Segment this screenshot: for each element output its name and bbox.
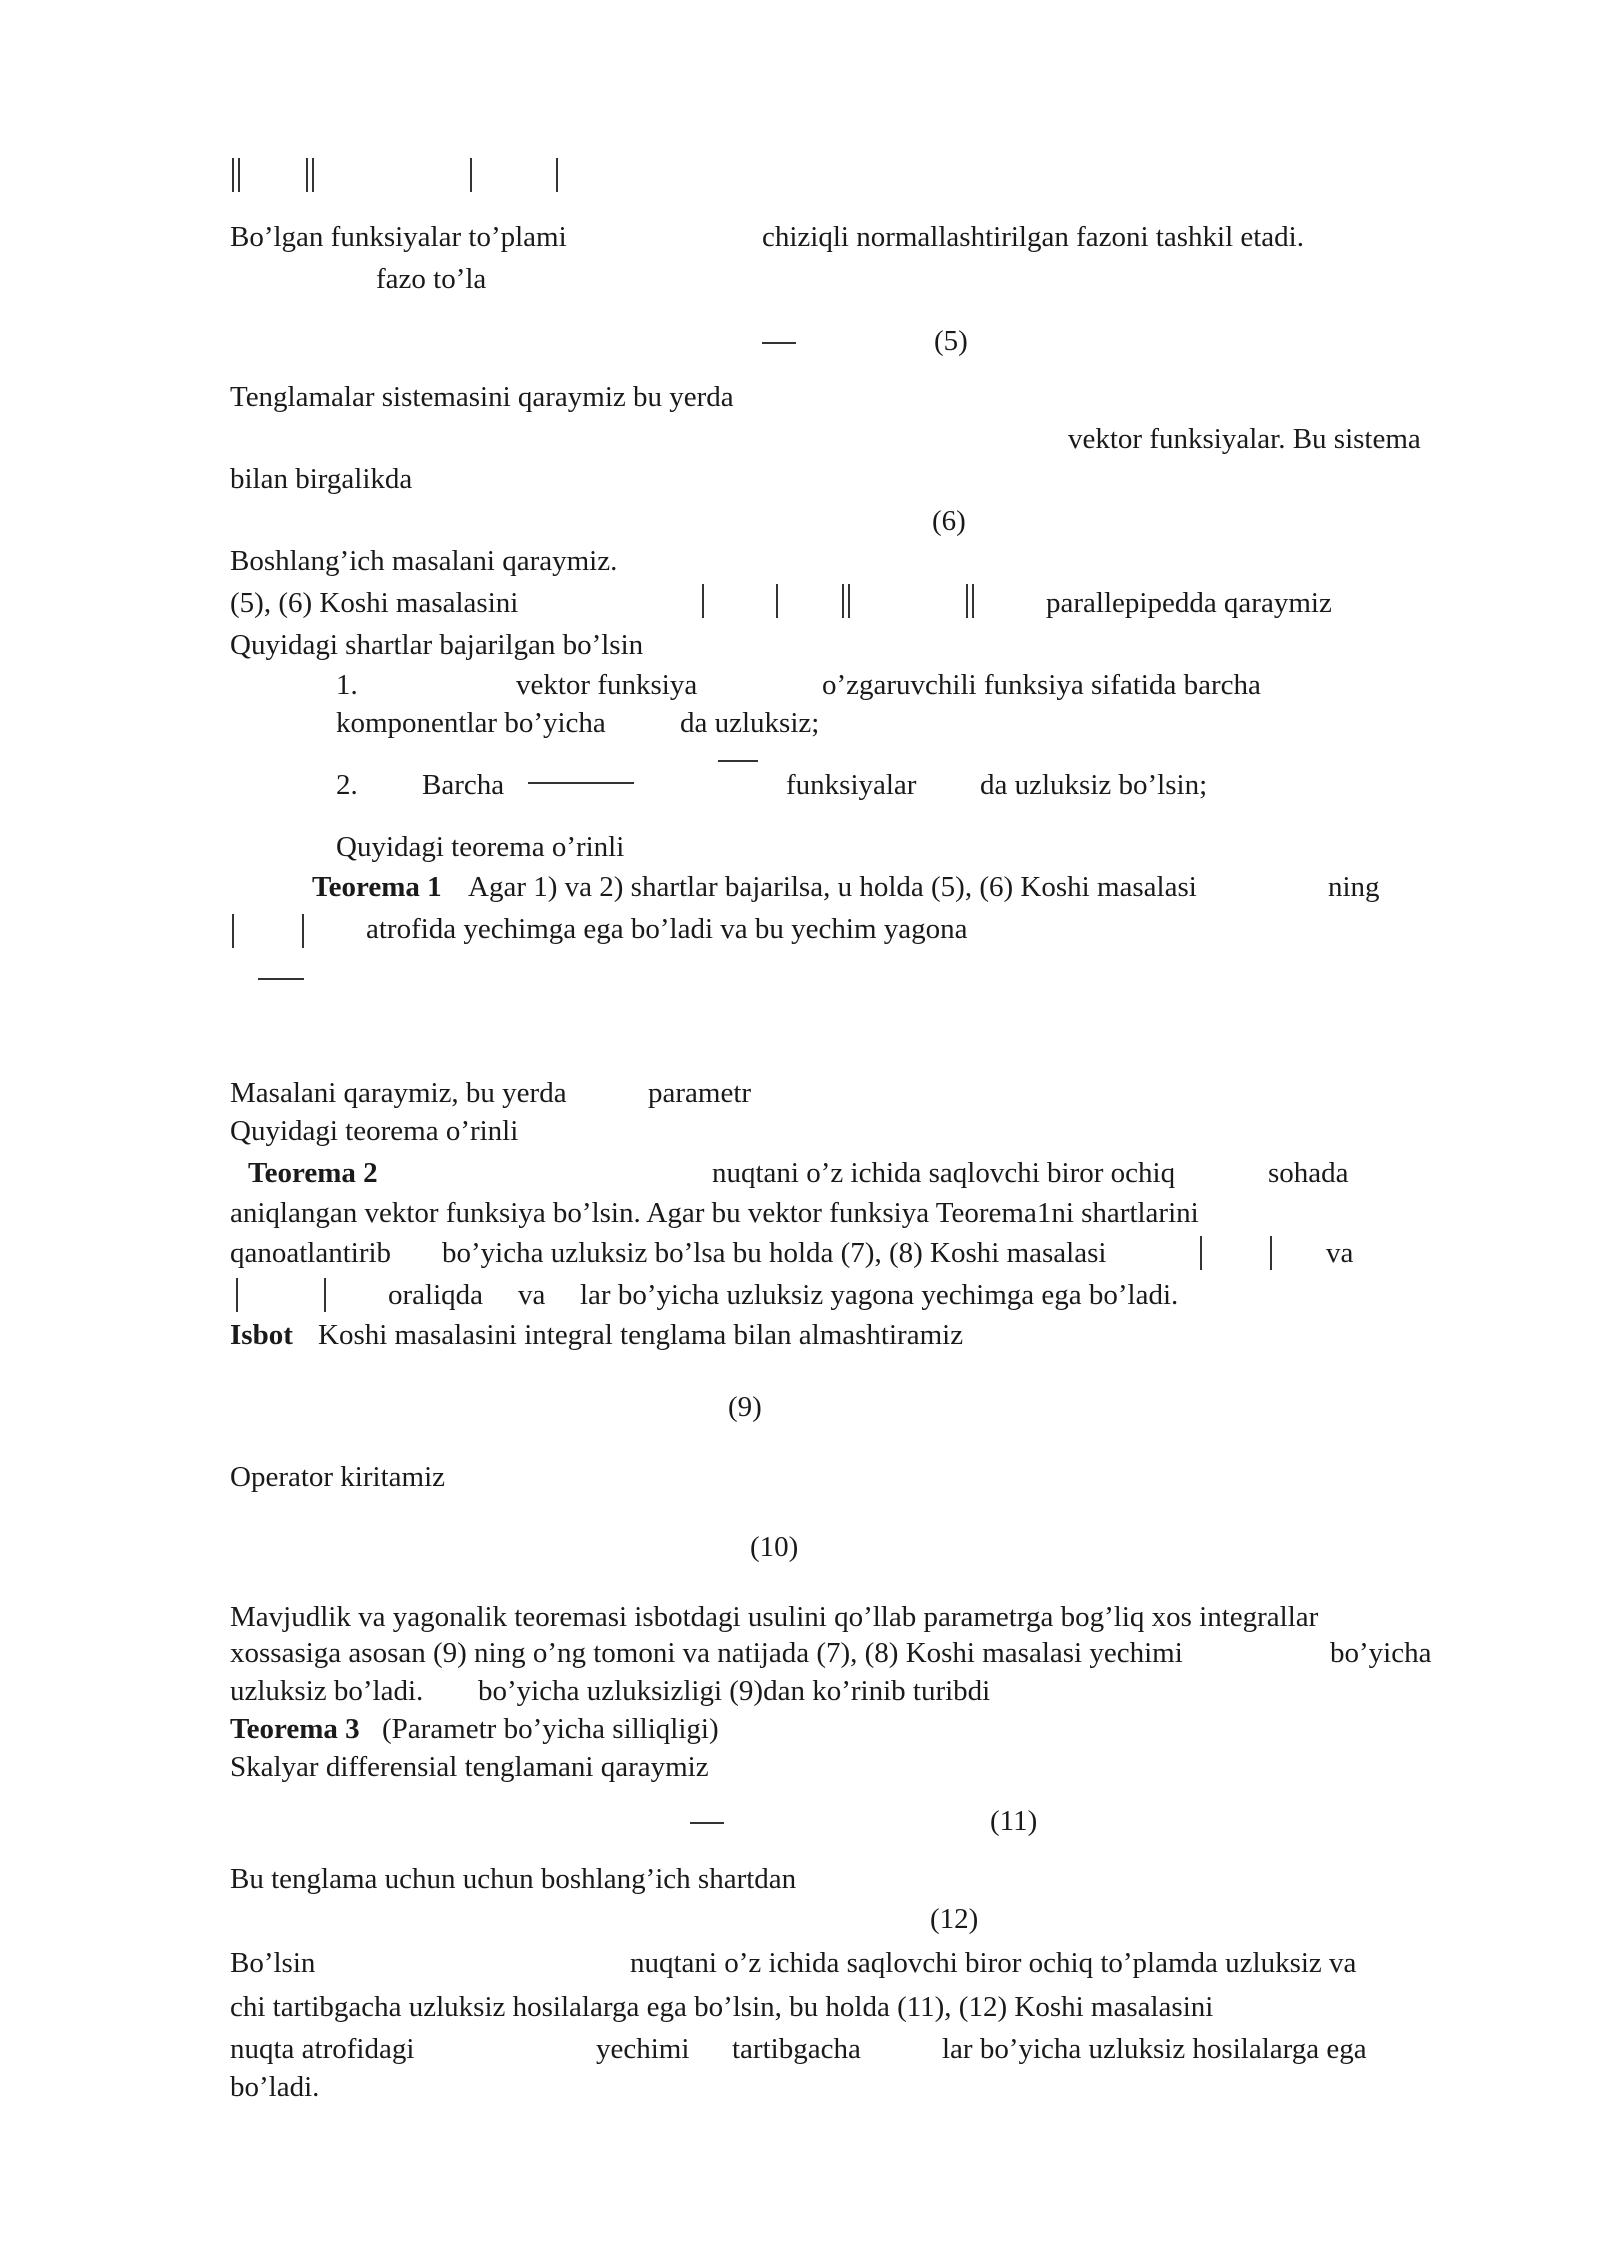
text-line: va (1326, 1237, 1354, 1269)
text-line: bo’yicha uzluksiz bo’lsa bu holda (7), (8) Koshi masalasi (442, 1237, 1107, 1269)
text-line: uzluksiz bo’ladi. (230, 1675, 424, 1707)
condition-number: 1. (336, 669, 358, 701)
text-line: Quyidagi teorema o’rinli (230, 1115, 519, 1147)
abs-bar (1270, 1236, 1272, 1270)
text-line: fazo to’la (376, 263, 487, 295)
text-line: nuqta atrofidagi (230, 2033, 415, 2065)
text-line: bo’yicha uzluksizligi (9)dan ko’rinib turibdi (478, 1675, 991, 1707)
text-line: parametr (648, 1077, 752, 1109)
text-line: yechimi (596, 2033, 690, 2065)
text-line: aniqlangan vektor funksiya bo’lsin. Agar bu vektor funksiya Teorema1ni shartlarini (230, 1197, 1199, 1229)
overline (528, 782, 634, 784)
abs-bar (702, 584, 704, 618)
text-line: Boshlang’ich masalani qaraymiz. (230, 545, 618, 577)
text-line: Masalani qaraymiz, bu yerda (230, 1077, 567, 1109)
text-line: Agar 1) va 2) shartlar bajarilsa, u holda (5), (6) Koshi masalasi (468, 871, 1197, 903)
text-line: atrofida yechimga ega bo’ladi va bu yechim yagona (366, 913, 968, 945)
text-line: oraliqda (388, 1279, 484, 1311)
text-line: sohada (1268, 1157, 1349, 1189)
text-line: chiziqli normallashtirilgan fazoni tashkil etadi. (762, 221, 1304, 253)
text-line: Tenglamalar sistemasini qaraymiz bu yerda (230, 381, 734, 413)
text-line: lar bo’yicha uzluksiz hosilalarga ega (942, 2033, 1367, 2065)
abs-bar (470, 158, 472, 192)
text-line: Bo’lsin (230, 1947, 316, 1979)
fraction-bar (690, 1822, 724, 1824)
text-line: vektor funksiya (516, 669, 698, 701)
abs-bar (1200, 1236, 1202, 1270)
norm-bar (232, 158, 240, 192)
equation-number: (5) (934, 325, 968, 357)
text-line: vektor funksiyalar. Bu sistema (1068, 423, 1421, 455)
theorem-1-label: Teorema 1 (312, 871, 442, 903)
text-line: Quyidagi teorema o’rinli (336, 831, 625, 863)
proof-label: Isbot (230, 1319, 293, 1351)
text-line: funksiyalar (786, 769, 917, 801)
text-line: ning (1328, 871, 1380, 903)
text-line: tartibgacha (732, 2033, 861, 2065)
text-line: va (518, 1279, 546, 1311)
abs-bar (302, 914, 304, 948)
theorem-2-label: Teorema 2 (248, 1157, 378, 1189)
equation-number: (11) (990, 1805, 1038, 1837)
fraction-bar (762, 342, 796, 344)
abs-bar (236, 1278, 238, 1312)
abs-bar (556, 158, 558, 192)
abs-bar (232, 914, 234, 948)
text-line: Koshi masalasini integral tenglama bilan almashtiramiz (318, 1319, 964, 1351)
text-line: bo’yicha (1330, 1637, 1432, 1669)
fraction-bar (258, 978, 304, 980)
text-line: da uzluksiz; (680, 707, 820, 739)
equation-number: (12) (930, 1903, 979, 1935)
text-line: (Parametr bo’yicha silliqligi) (382, 1713, 719, 1745)
text-line: Operator kiritamiz (230, 1461, 445, 1493)
text-line: Bu tenglama uchun uchun boshlang’ich shartdan (230, 1863, 797, 1895)
text-line: Quyidagi shartlar bajarilgan bo’lsin (230, 629, 644, 661)
theorem-3-label: Teorema 3 (230, 1713, 360, 1745)
equation-number: (9) (728, 1391, 762, 1423)
abs-bar (776, 584, 778, 618)
condition-number: 2. (336, 769, 358, 801)
text-line: parallepipedda qaraymiz (1046, 587, 1332, 619)
text-line: da uzluksiz bo’lsin; (980, 769, 1208, 801)
text-line: komponentlar bo’yicha (336, 707, 606, 739)
norm-bar (966, 584, 974, 618)
text-line: (5), (6) Koshi masalasini (230, 587, 519, 619)
text-line: bilan birgalikda (230, 463, 413, 495)
equation-number: (6) (932, 505, 966, 537)
text-line: Barcha (422, 769, 505, 801)
text-line: o’zgaruvchili funksiya sifatida barcha (822, 669, 1261, 701)
norm-bar (842, 584, 850, 618)
equation-number: (10) (750, 1531, 799, 1563)
text-line: bo’ladi. (230, 2071, 320, 2103)
fraction-bar (718, 760, 758, 762)
text-line: Mavjudlik va yagonalik teoremasi isbotdagi usulini qo’llab parametrga bog’liq xos integrallar (230, 1601, 1319, 1633)
text-line: nuqtani o’z ichida saqlovchi biror ochiq to’plamda uzluksiz va (630, 1947, 1357, 1979)
text-line: xossasiga asosan (9) ning o’ng tomoni va natijada (7), (8) Koshi masalasi yechimi (230, 1637, 1183, 1669)
text-line: Skalyar differensial tenglamani qaraymiz (230, 1751, 709, 1783)
abs-bar (324, 1278, 326, 1312)
text-line: chi tartibgacha uzluksiz hosilalarga ega bo’lsin, bu holda (11), (12) Koshi masalasini (230, 1991, 1214, 2023)
text-line: lar bo’yicha uzluksiz yagona yechimga ega bo’ladi. (580, 1279, 1179, 1311)
text-line: nuqtani o’z ichida saqlovchi biror ochiq (712, 1157, 1176, 1189)
text-line: qanoatlantirib (230, 1237, 392, 1269)
text-line: Bo’lgan funksiyalar to’plami (230, 221, 567, 253)
norm-bar (306, 158, 314, 192)
